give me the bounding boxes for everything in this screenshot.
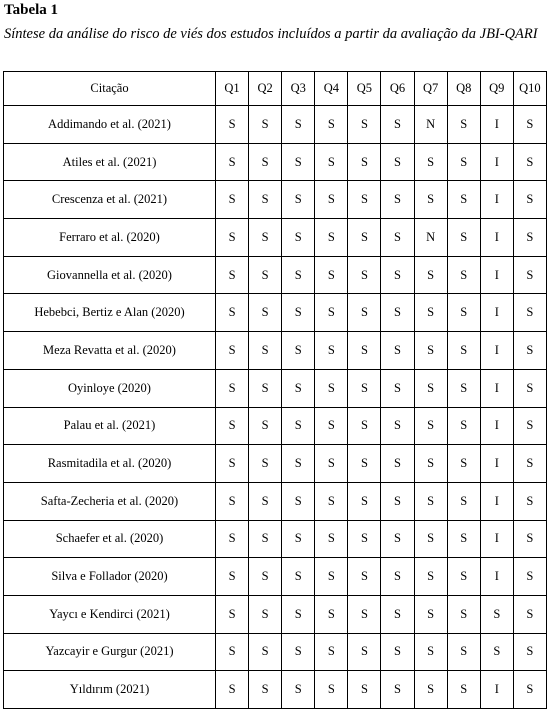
table-row [4,407,547,445]
column-header-q5: Q5 [348,72,381,106]
rating-cell: S [282,219,315,257]
rating-cell: I [480,256,513,294]
citation-cell: Yazcayir e Gurgur (2021) [4,633,216,671]
rating-cell: S [381,294,414,332]
rating-cell: S [282,558,315,596]
rating-cell: S [348,671,381,709]
rating-cell: S [447,106,480,144]
rating-cell: S [216,256,249,294]
rating-cell: S [381,482,414,520]
rating-cell: S [348,106,381,144]
rating-cell: N [414,106,447,144]
rating-cell: S [447,294,480,332]
rating-cell: S [513,369,546,407]
rating-cell: S [381,445,414,483]
rating-cell: S [513,633,546,671]
rating-cell: I [480,219,513,257]
citation-cell: Hebebci, Bertiz e Alan (2020) [4,294,216,332]
citation-cell: Safta-Zecheria et al. (2020) [4,482,216,520]
rating-cell: S [216,445,249,483]
rating-cell: S [348,181,381,219]
table-row [4,106,547,144]
rating-cell: S [513,595,546,633]
rating-cell: S [348,332,381,370]
rating-cell: S [249,181,282,219]
rating-cell: S [216,558,249,596]
rating-cell: S [447,558,480,596]
rating-cell: S [315,482,348,520]
rating-cell: S [414,332,447,370]
rating-cell: S [315,558,348,596]
rating-cell: S [216,294,249,332]
rating-cell: S [414,294,447,332]
rating-cell: I [480,369,513,407]
rating-cell: S [348,256,381,294]
citation-cell: Meza Revatta et al. (2020) [4,332,216,370]
rating-cell: S [348,482,381,520]
rating-cell: S [513,143,546,181]
table-header-row [4,72,547,106]
rating-cell: S [348,633,381,671]
table-row [4,558,547,596]
rating-cell: S [249,633,282,671]
rating-cell: S [282,633,315,671]
rating-cell: S [249,445,282,483]
rating-cell: S [249,294,282,332]
rating-cell: S [447,482,480,520]
rating-cell: S [249,332,282,370]
table-row [4,595,547,633]
rating-cell: S [381,520,414,558]
citation-cell: Yaycı e Kendirci (2021) [4,595,216,633]
table-row [4,219,547,257]
rating-cell: S [216,332,249,370]
rating-cell: S [513,181,546,219]
rating-cell: S [315,520,348,558]
rating-cell: S [315,595,348,633]
table-row [4,143,547,181]
citation-cell: Ferraro et al. (2020) [4,219,216,257]
rating-cell: S [513,106,546,144]
rating-cell: I [480,671,513,709]
rating-cell: S [348,558,381,596]
rating-cell: S [447,671,480,709]
rating-cell: S [348,445,381,483]
rating-cell: S [216,595,249,633]
risk-of-bias-table [3,71,547,709]
rating-cell: S [381,369,414,407]
rating-cell: S [447,369,480,407]
rating-cell: S [249,558,282,596]
rating-cell: S [447,256,480,294]
citation-cell: Atiles et al. (2021) [4,143,216,181]
rating-cell: S [216,482,249,520]
rating-cell: S [315,671,348,709]
rating-cell: S [315,106,348,144]
citation-cell: Crescenza et al. (2021) [4,181,216,219]
rating-cell: S [381,256,414,294]
rating-cell: S [249,143,282,181]
citation-cell: Schaefer et al. (2020) [4,520,216,558]
rating-cell: I [480,407,513,445]
rating-cell: S [348,143,381,181]
rating-cell: S [513,445,546,483]
table-row [4,633,547,671]
rating-cell: S [381,181,414,219]
rating-cell: S [381,595,414,633]
rating-cell: S [414,143,447,181]
table-caption: Síntese da análise do risco de viés dos estudos incluídos a partir da avaliação da JBI-QARI [4,26,538,42]
rating-cell: S [447,520,480,558]
rating-cell: N [414,219,447,257]
rating-cell: S [282,407,315,445]
rating-cell: S [348,595,381,633]
rating-cell: S [348,520,381,558]
column-header-q4: Q4 [315,72,348,106]
rating-cell: S [381,671,414,709]
citation-cell: Silva e Follador (2020) [4,558,216,596]
table-row [4,332,547,370]
rating-cell: S [348,407,381,445]
rating-cell: S [216,520,249,558]
rating-cell: S [447,143,480,181]
column-header-q3: Q3 [282,72,315,106]
rating-cell: S [282,369,315,407]
citation-cell: Oyinloye (2020) [4,369,216,407]
rating-cell: S [447,633,480,671]
citation-cell: Giovannella et al. (2020) [4,256,216,294]
rating-cell: S [381,143,414,181]
rating-cell: S [381,558,414,596]
column-header-q6: Q6 [381,72,414,106]
rating-cell: S [216,633,249,671]
rating-cell: S [447,407,480,445]
rating-cell: S [282,143,315,181]
rating-cell: S [381,332,414,370]
rating-cell: S [447,595,480,633]
rating-cell: S [513,671,546,709]
table-row [4,294,547,332]
column-header-q1: Q1 [216,72,249,106]
rating-cell: S [414,595,447,633]
rating-cell: I [480,332,513,370]
rating-cell: S [315,219,348,257]
column-header-q10: Q10 [513,72,546,106]
table-title: Tabela 1 [4,2,59,18]
rating-cell: S [282,671,315,709]
rating-cell: S [348,369,381,407]
rating-cell: S [315,181,348,219]
rating-cell: S [249,256,282,294]
rating-cell: S [249,482,282,520]
rating-cell: S [447,219,480,257]
rating-cell: S [249,520,282,558]
citation-cell: Rasmitadila et al. (2020) [4,445,216,483]
table-row [4,181,547,219]
column-header-q7: Q7 [414,72,447,106]
rating-cell: S [315,369,348,407]
rating-cell: S [216,369,249,407]
rating-cell: I [480,445,513,483]
rating-cell: S [216,143,249,181]
table-row [4,369,547,407]
table-row [4,520,547,558]
rating-cell: S [381,106,414,144]
rating-cell: I [480,106,513,144]
rating-cell: S [414,181,447,219]
rating-cell: S [282,595,315,633]
rating-cell: S [216,219,249,257]
rating-cell: S [414,407,447,445]
rating-cell: S [513,407,546,445]
rating-cell: S [315,294,348,332]
rating-cell: S [513,520,546,558]
column-header-citation: Citação [4,72,216,106]
rating-cell: S [381,219,414,257]
rating-cell: S [315,407,348,445]
rating-cell: S [513,256,546,294]
rating-cell: S [513,558,546,596]
rating-cell: S [315,633,348,671]
rating-cell: S [282,106,315,144]
table-row [4,671,547,709]
column-header-q9: Q9 [480,72,513,106]
rating-cell: S [315,143,348,181]
rating-cell: S [282,181,315,219]
rating-cell: S [282,294,315,332]
rating-cell: S [216,106,249,144]
rating-cell: S [381,407,414,445]
rating-cell: S [216,181,249,219]
rating-cell: S [513,219,546,257]
table-row [4,256,547,294]
rating-cell: S [282,520,315,558]
column-header-q2: Q2 [249,72,282,106]
rating-cell: S [282,482,315,520]
rating-cell: I [480,520,513,558]
rating-cell: S [249,407,282,445]
rating-cell: S [249,369,282,407]
rating-cell: S [216,671,249,709]
rating-cell: S [216,407,249,445]
rating-cell: S [513,332,546,370]
rating-cell: S [282,332,315,370]
rating-cell: S [414,671,447,709]
citation-cell: Yıldırım (2021) [4,671,216,709]
rating-cell: S [249,106,282,144]
column-header-q8: Q8 [447,72,480,106]
table-row [4,445,547,483]
rating-cell: S [348,219,381,257]
rating-cell: S [414,482,447,520]
rating-cell: I [480,181,513,219]
rating-cell: S [348,294,381,332]
rating-cell: S [315,445,348,483]
rating-cell: I [480,558,513,596]
rating-cell: S [414,256,447,294]
rating-cell: S [249,219,282,257]
table-body [4,106,547,709]
rating-cell: S [447,332,480,370]
rating-cell: S [381,633,414,671]
rating-cell: I [480,143,513,181]
table-row [4,482,547,520]
rating-cell: I [480,482,513,520]
rating-cell: S [513,482,546,520]
rating-cell: S [282,445,315,483]
rating-cell: S [414,520,447,558]
rating-cell: S [249,595,282,633]
rating-cell: S [414,369,447,407]
rating-cell: S [513,294,546,332]
rating-cell: S [315,332,348,370]
rating-cell: S [414,558,447,596]
rating-cell: I [480,294,513,332]
rating-cell: S [480,595,513,633]
rating-cell: S [447,181,480,219]
rating-cell: S [249,671,282,709]
citation-cell: Addimando et al. (2021) [4,106,216,144]
citation-cell: Palau et al. (2021) [4,407,216,445]
rating-cell: S [447,445,480,483]
rating-cell: S [315,256,348,294]
rating-cell: S [480,633,513,671]
rating-cell: S [414,445,447,483]
rating-cell: S [282,256,315,294]
rating-cell: S [414,633,447,671]
